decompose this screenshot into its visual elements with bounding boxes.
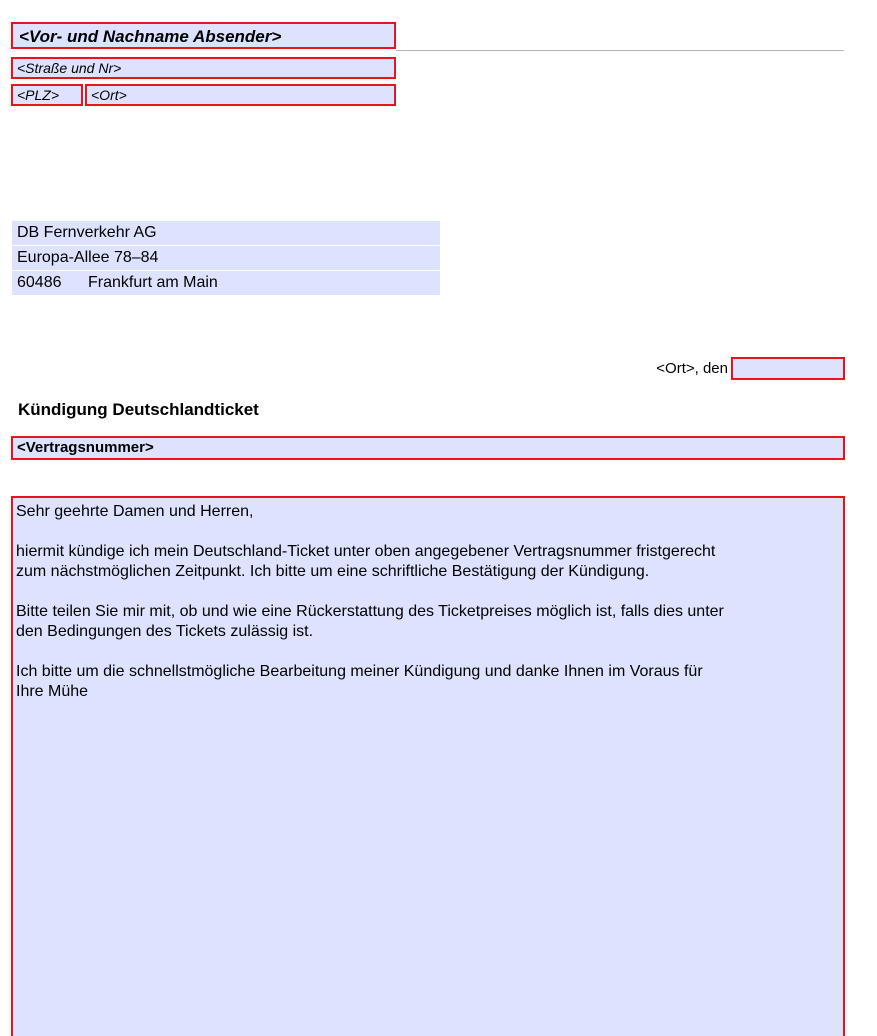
letter-paragraph-refund: Bitte teilen Sie mir mit, ob und wie eine Rückerstattung des Ticketpreises möglich ist, falls dies unter den Bedingungen des Tickets zulässig ist. [16,603,724,640]
letter-paragraph-cancellation: hiermit kündige ich mein Deutschland-Ticket unter oben angegebener Vertragsnummer fristgerecht zum nächstmöglichen Zeitpunkt. Ich bitte um eine schriftliche Bestätigung der Kündigung. [16,543,716,580]
date-field[interactable] [731,357,845,380]
sender-divider [396,50,844,51]
sender-zip-field[interactable]: <PLZ> [11,84,83,106]
letter-salutation: Sehr geehrte Damen und Herren, [16,503,254,520]
letter-body-field[interactable] [11,496,845,1036]
sender-name-field[interactable]: <Vor- und Nachname Absender> [11,22,396,49]
recipient-city: Frankfurt am Main [82,271,440,295]
sender-street-field[interactable]: <Straße und Nr> [11,57,396,79]
subject-heading: Kündigung Deutschlandticket [18,400,259,419]
recipient-company: DB Fernverkehr AG [12,221,440,245]
letter-paragraph-closing: Ich bitte um die schnellstmögliche Bearbeitung meiner Kündigung und danke Ihnen im Voraus für Ihre Mühe [16,663,703,700]
sender-city-field[interactable]: <Ort> [85,84,396,106]
recipient-street: Europa-Allee 78–84 [12,246,440,270]
recipient-zip: 60486 [12,271,82,295]
date-location-label: <Ort>, den [656,360,728,377]
contract-number-field[interactable]: <Vertragsnummer> [11,436,845,460]
